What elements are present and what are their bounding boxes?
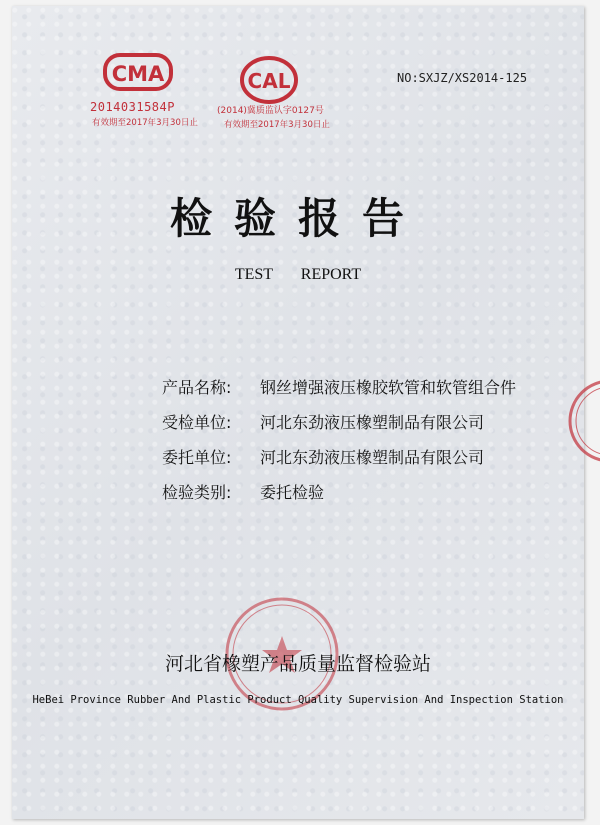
field-value: 钢丝增强液压橡胶软管和软管组合件	[260, 378, 517, 397]
field-product-name	[162, 378, 562, 398]
report-cover-page	[12, 6, 584, 819]
cal-logo-text: CAL	[247, 69, 291, 93]
cal-validity: 有效期至2017年3月30日止	[224, 120, 330, 130]
field-inspected-unit	[162, 413, 562, 433]
report-fields	[162, 378, 562, 518]
report-title-english: TEST REPORT	[234, 266, 362, 283]
field-label: 受检单位:	[162, 413, 232, 432]
field-value: 委托检验	[260, 483, 325, 502]
field-value: 河北东劲液压橡塑制品有限公司	[260, 448, 485, 467]
cma-validity: 有效期至2017年3月30日止	[92, 118, 198, 128]
field-inspection-type	[162, 483, 562, 503]
cma-certification-logo	[102, 50, 174, 94]
field-value: 河北东劲液压橡塑制品有限公司	[260, 413, 485, 432]
station-name-english: HeBei Province Rubber And Plastic Product Quality Supervision And Inspection Station	[32, 694, 564, 706]
cma-cert-number: 2014031584P	[90, 100, 175, 114]
document-number: NO:SXJZ/XS2014-125	[397, 71, 528, 85]
field-label: 产品名称:	[162, 378, 232, 397]
cal-certification-logo	[238, 54, 300, 106]
field-commissioning-unit	[162, 448, 562, 468]
field-label: 委托单位:	[162, 448, 232, 467]
report-title-chinese: 检验报告	[169, 194, 426, 243]
cma-logo-text: CMA	[111, 62, 165, 86]
station-name-chinese: 河北省橡塑产品质量监督检验站	[164, 653, 431, 675]
edge-seal-stamp	[552, 376, 600, 466]
cal-cert-number: (2014)冀质监认字0127号	[217, 106, 324, 116]
field-label: 检验类别:	[162, 483, 232, 502]
